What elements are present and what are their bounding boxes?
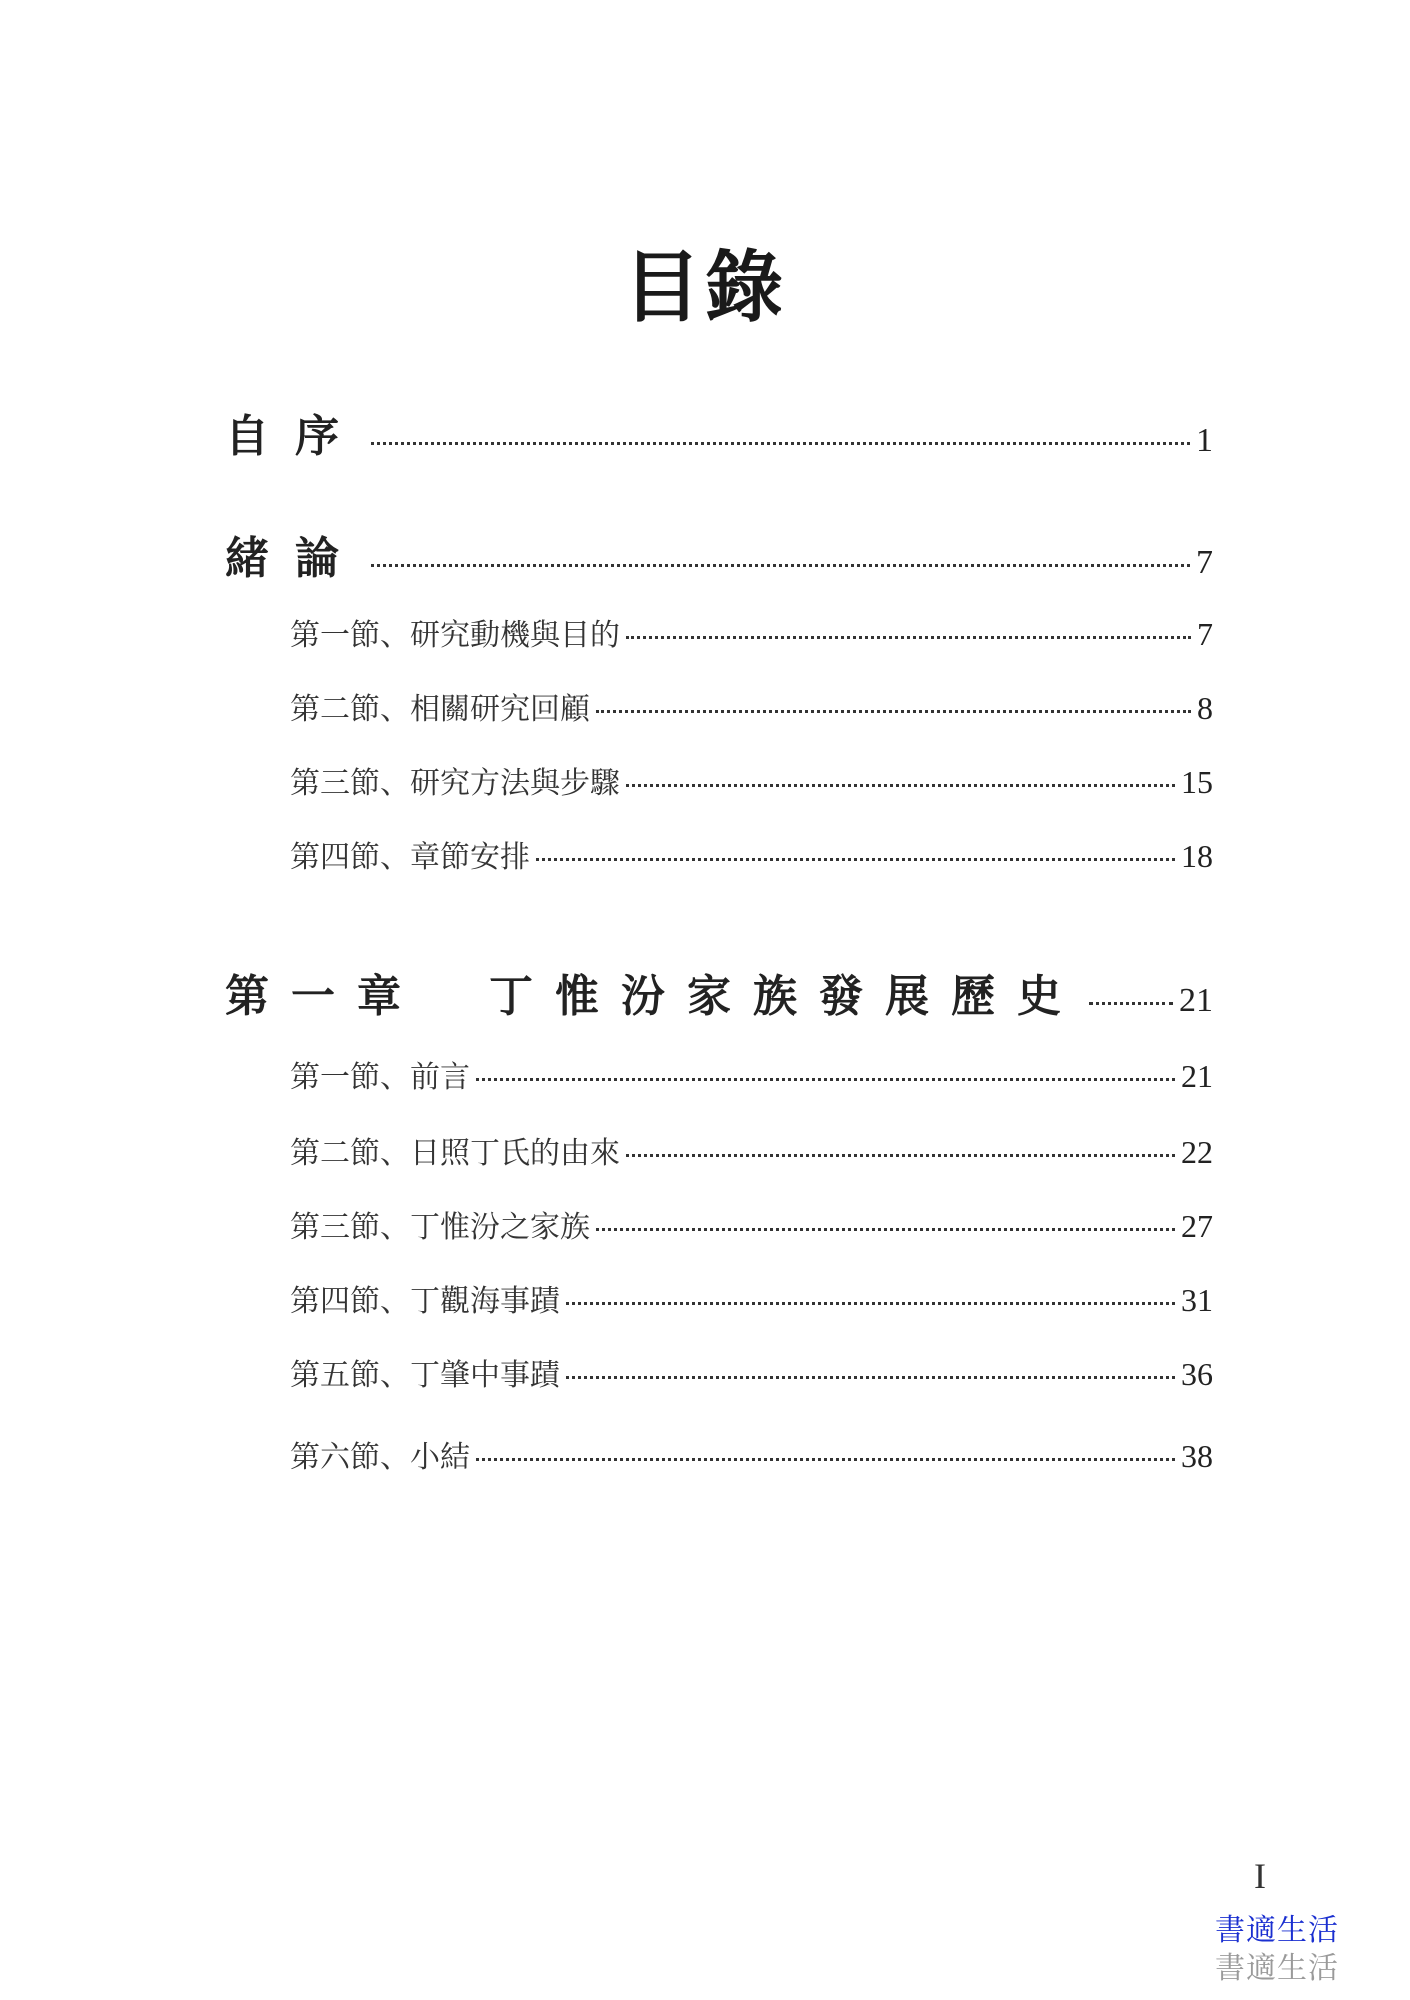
toc-entry-section[interactable]: [290, 1202, 1213, 1246]
toc-entry-page: 1: [1196, 422, 1213, 459]
toc-entry-label: 第一節、研究動機與目的: [290, 618, 620, 653]
dot-leader: [626, 636, 1191, 639]
dot-leader: [476, 1078, 1175, 1081]
toc-entry-page: 27: [1181, 1208, 1213, 1244]
dot-leader: [371, 442, 1190, 445]
toc-entry-chapter-1[interactable]: [225, 960, 1213, 1024]
toc-entry-label: 自序: [225, 411, 365, 462]
toc-entry-page: 22: [1181, 1134, 1213, 1170]
page-title: 目錄: [622, 243, 787, 333]
toc-entry-label: 第一節、前言: [290, 1060, 470, 1095]
page-number: I: [1254, 1856, 1266, 1896]
toc-entry-introduction[interactable]: [225, 522, 1213, 586]
dot-leader: [536, 858, 1175, 861]
dot-leader: [626, 784, 1175, 787]
dot-leader: [566, 1376, 1175, 1379]
toc-entry-page: 36: [1181, 1356, 1213, 1392]
toc-entry-section[interactable]: [290, 1350, 1213, 1394]
toc-entry-label: 第三節、丁惟汾之家族: [290, 1210, 590, 1245]
dot-leader: [596, 710, 1191, 713]
toc-entry-page: 15: [1181, 764, 1213, 800]
toc-entry-label: 緒論: [225, 533, 365, 584]
dot-leader: [596, 1228, 1175, 1231]
dot-leader: [566, 1302, 1175, 1305]
dot-leader: [371, 564, 1190, 567]
toc-entry-label: 第五節、丁肇中事蹟: [290, 1358, 560, 1393]
toc-entry-section[interactable]: [290, 1052, 1213, 1096]
toc-entry-preface[interactable]: [225, 400, 1213, 464]
watermark-text: 書適生活: [1215, 1951, 1339, 1986]
toc-entry-label: 第三節、研究方法與步驟: [290, 766, 620, 801]
toc-entry-section[interactable]: [290, 758, 1213, 802]
toc-entry-page: 21: [1181, 1058, 1213, 1094]
toc-entry-label: 第二節、相關研究回顧: [290, 692, 590, 727]
watermark-text: 書適生活: [1215, 1913, 1339, 1948]
toc-entry-page: 38: [1181, 1438, 1213, 1474]
toc-entry-label: 第一章 丁惟汾家族發展歷史: [225, 971, 1083, 1022]
toc-entry-section[interactable]: [290, 1276, 1213, 1320]
toc-entry-page: 21: [1179, 982, 1213, 1019]
toc-entry-section[interactable]: [290, 610, 1213, 654]
dot-leader: [626, 1154, 1175, 1157]
toc-entry-page: 7: [1196, 544, 1213, 581]
toc-entry-section[interactable]: [290, 832, 1213, 876]
toc-entry-section[interactable]: [290, 1128, 1213, 1172]
dot-leader: [1089, 1002, 1173, 1005]
toc-entry-section[interactable]: [290, 1432, 1213, 1476]
toc-entry-label: 第六節、小結: [290, 1440, 470, 1475]
toc-entry-page: 31: [1181, 1282, 1213, 1318]
toc-entry-label: 第二節、日照丁氏的由來: [290, 1136, 620, 1171]
toc-entry-page: 18: [1181, 838, 1213, 874]
toc-entry-page: 8: [1197, 690, 1213, 726]
toc-entry-label: 第四節、章節安排: [290, 840, 530, 875]
dot-leader: [476, 1458, 1175, 1461]
toc-entry-label: 第四節、丁觀海事蹟: [290, 1284, 560, 1319]
toc-entry-section[interactable]: [290, 684, 1213, 728]
toc-entry-page: 7: [1197, 616, 1213, 652]
